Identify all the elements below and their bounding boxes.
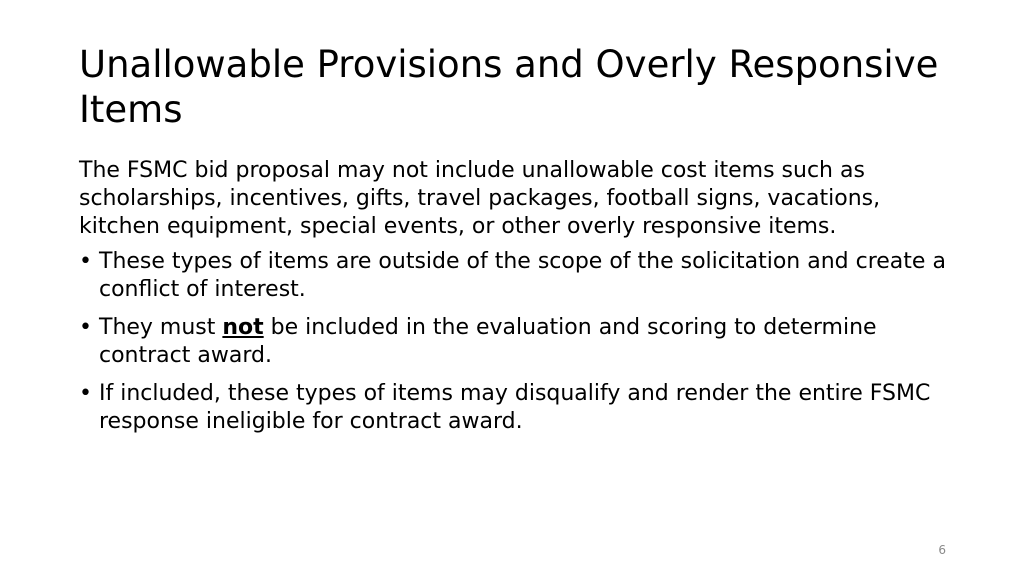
bullet-item-1 (79, 248, 959, 304)
bullet-text-1: These types of items are outside of the scope of the solicitation and create a conflict of interest. (99, 249, 946, 302)
slide-title: Unallowable Provisions and Overly Responsive Items (79, 43, 939, 131)
slide-body (79, 157, 959, 446)
bullet-glyph: • (79, 381, 92, 406)
bullet-item-3 (79, 380, 959, 436)
bullet-glyph: • (79, 315, 92, 340)
bullet-item-2 (79, 314, 959, 370)
intro-paragraph: The FSMC bid proposal may not include unallowable cost items such as scholarships, incentives, gifts, travel packages, football signs, vacations, kitchen equipment, special events, or other overly responsive items. (79, 158, 881, 239)
bullet-text-2-after: be included in the evaluation and scoring to determine contract award. (99, 315, 877, 368)
page-number: 6 (938, 543, 946, 557)
bullet-list (79, 248, 959, 436)
bullet-text-2-before: They must (99, 315, 223, 340)
bullet-text-2-emphasis: not (222, 315, 264, 340)
bullet-text-3: If included, these types of items may disqualify and render the entire FSMC response ineligible for contract award. (99, 381, 931, 434)
bullet-glyph: • (79, 249, 92, 274)
